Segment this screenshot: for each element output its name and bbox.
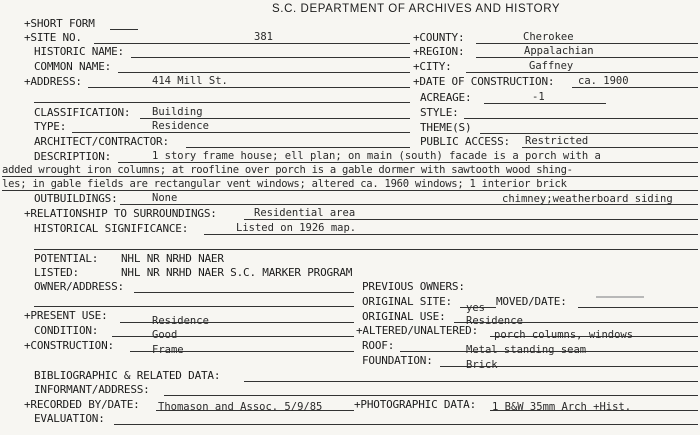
- region-label: +REGION:: [413, 45, 465, 58]
- page-title: S.C. DEPARTMENT OF ARCHIVES AND HISTORY: [272, 3, 561, 15]
- evaluation-label: EVALUATION:: [34, 412, 105, 425]
- description-value-4: chimney;weatherboard siding: [502, 193, 673, 205]
- address-line: [88, 87, 410, 88]
- short-form-label: +SHORT FORM: [24, 17, 95, 30]
- description-value-2: added wrought iron columns; at roofline over porch is a gable dormer with sawtooth wood shing-: [2, 164, 573, 176]
- address-label: +ADDRESS:: [24, 75, 82, 88]
- architect-line: [186, 147, 410, 148]
- historical-significance-line: [204, 234, 698, 235]
- outbuildings-value: None: [152, 192, 178, 204]
- description-line-1: [118, 162, 698, 163]
- historical-significance-line-2: [34, 249, 698, 250]
- style-label: STYLE:: [420, 106, 459, 119]
- public-access-value: Restricted: [525, 135, 589, 147]
- informant-label: INFORMANT/ADDRESS:: [34, 383, 150, 396]
- region-value: Appalachian: [524, 45, 594, 57]
- city-value: Gaffney: [529, 60, 574, 72]
- description-value-1: 1 story frame house; ell plan; on main (south) facade is a porch with a: [152, 150, 601, 162]
- acreage-line: [484, 103, 606, 104]
- relationship-line: [244, 219, 698, 220]
- potential-options: NHL NR NRHD NAER: [121, 252, 224, 265]
- informant-line: [164, 395, 698, 396]
- region-line: [476, 57, 698, 58]
- condition-value: Good: [152, 329, 178, 341]
- photographic-data-label: +PHOTOGRAPHIC DATA:: [354, 398, 477, 411]
- recorded-by-label: +RECORDED BY/DATE:: [24, 398, 140, 411]
- original-use-label: ORIGINAL USE:: [362, 310, 446, 323]
- altered-unaltered-value: porch columns, windows: [494, 329, 634, 341]
- classification-label: CLASSIFICATION:: [34, 106, 131, 119]
- condition-line: [112, 336, 354, 337]
- address-line-2: [34, 102, 410, 103]
- description-label: DESCRIPTION:: [34, 150, 112, 163]
- common-name-label: COMMON NAME:: [34, 60, 112, 73]
- site-no-label: +SITE NO.: [24, 31, 82, 44]
- evaluation-line: [114, 424, 698, 425]
- listed-label: LISTED:: [34, 266, 79, 279]
- listed-options: NHL NR NRHD NAER S.C. MARKER PROGRAM: [121, 266, 353, 279]
- common-name-line: [118, 72, 410, 73]
- classification-line: [140, 118, 410, 119]
- altered-unaltered-label: +ALTERED/UNALTERED:: [356, 324, 479, 337]
- moved-date-line: [578, 307, 698, 308]
- site-no-line: [94, 43, 410, 44]
- present-use-value: Residence: [152, 315, 209, 327]
- date-construction-line: [572, 87, 698, 88]
- county-label: +COUNTY:: [413, 31, 465, 44]
- historic-name-line: [131, 57, 410, 58]
- city-label: +CITY:: [413, 60, 452, 73]
- historical-significance-label: HISTORICAL SIGNIFICANCE:: [34, 222, 189, 235]
- moved-date-label: MOVED/DATE:: [496, 295, 567, 308]
- description-value-3: les; in gable fields are rectangular vent windows; altered ca. 1960 windows; 1 interior brick: [2, 178, 567, 190]
- historical-significance-value: Listed on 1926 map.: [236, 222, 357, 234]
- acreage-label: ACREAGE:: [420, 91, 472, 104]
- outbuildings-label: OUTBUILDINGS:: [34, 192, 118, 205]
- bibliographic-line: [244, 381, 698, 382]
- description-line-3: [2, 190, 698, 191]
- owner-address-line-2: [34, 306, 354, 307]
- address-value: 414 Mill St.: [152, 75, 228, 87]
- foundation-value: Brick: [466, 359, 498, 371]
- original-site-value: yes: [466, 302, 485, 314]
- bibliographic-label: BIBLIOGRAPHIC & RELATED DATA:: [34, 369, 221, 382]
- short-form-line: [110, 29, 138, 30]
- type-value: Residence: [152, 120, 209, 132]
- potential-label: POTENTIAL:: [34, 252, 99, 265]
- owner-address-line: [134, 292, 354, 293]
- foundation-label: FOUNDATION:: [362, 354, 433, 367]
- relationship-label: +RELATIONSHIP TO SURROUNDINGS:: [24, 207, 217, 220]
- recorded-by-value: Thomason and Assoc. 5/9/85: [158, 401, 323, 413]
- description-line-2: [2, 176, 698, 177]
- construction-value: Frame: [152, 344, 184, 356]
- county-value: Cherokee: [523, 31, 574, 43]
- public-access-line: [522, 147, 698, 148]
- roof-value: Metal standing seam: [466, 344, 587, 356]
- county-line: [476, 43, 698, 44]
- type-label: TYPE:: [34, 120, 67, 133]
- architect-label: ARCHITECT/CONTRACTOR:: [34, 135, 169, 148]
- classification-value: Building: [152, 106, 203, 118]
- site-no-value: 381: [254, 31, 273, 43]
- themes-line: [480, 133, 698, 134]
- construction-label: +CONSTRUCTION:: [24, 339, 114, 352]
- smudge-mark: [596, 296, 644, 298]
- condition-label: CONDITION:: [34, 324, 99, 337]
- date-construction-value: ca. 1900: [578, 75, 629, 87]
- original-use-value: Residence: [466, 315, 523, 327]
- type-line: [72, 132, 410, 133]
- relationship-value: Residential area: [254, 207, 356, 219]
- city-line: [466, 72, 698, 73]
- original-site-label: ORIGINAL SITE:: [362, 295, 452, 308]
- owner-address-label: OWNER/ADDRESS:: [34, 280, 124, 293]
- themes-label: THEME(S): [420, 121, 472, 134]
- present-use-label: +PRESENT USE:: [24, 309, 108, 322]
- photographic-data-value: 1 B&W 35mm Arch +Hist.: [492, 401, 632, 413]
- public-access-label: PUBLIC ACCESS:: [420, 135, 510, 148]
- previous-owners-label: PREVIOUS OWNERS:: [362, 280, 465, 293]
- historic-name-label: HISTORIC NAME:: [34, 45, 124, 58]
- style-line: [464, 118, 698, 119]
- roof-label: ROOF:: [362, 339, 395, 352]
- acreage-value: -1: [532, 91, 545, 103]
- date-construction-label: +DATE OF CONSTRUCTION:: [413, 75, 555, 88]
